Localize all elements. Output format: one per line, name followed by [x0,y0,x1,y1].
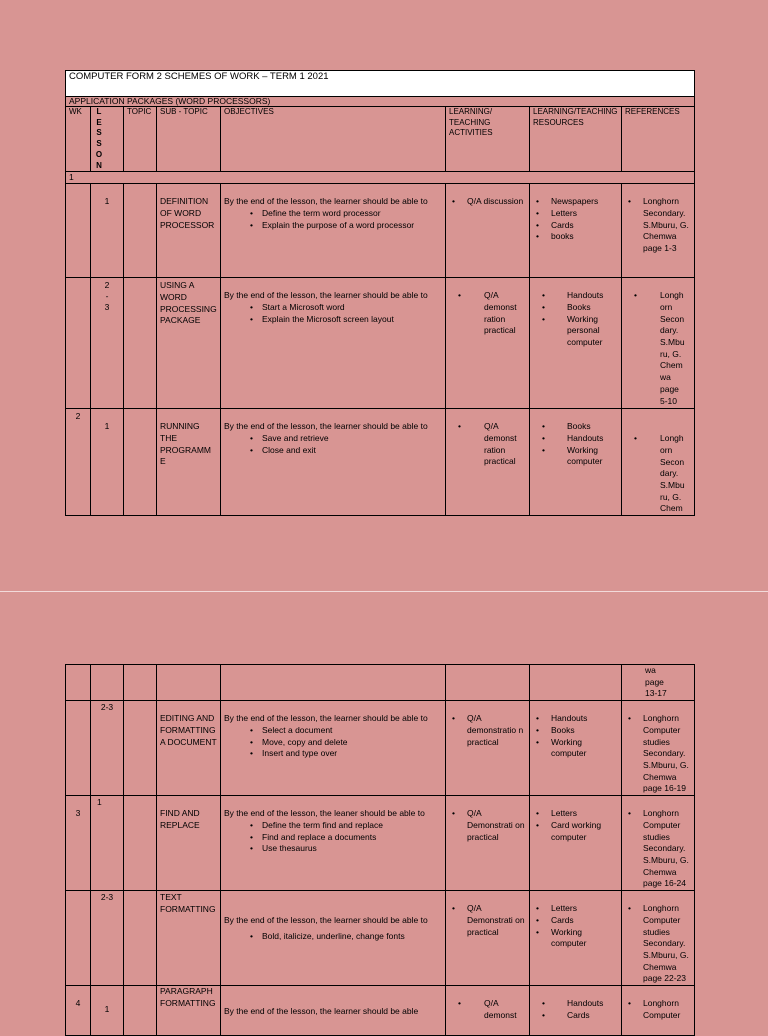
lesson-cell: 2-3 [91,701,124,796]
header-lesson: L E S S O N [91,107,124,172]
reference-item: • Longhorn Computer [625,998,691,1021]
subtopic-cell: USING A WORD PROCESSING PACKAGE [157,278,221,409]
wk-cell [66,701,91,796]
resource-item: • Handouts [533,290,618,302]
topic-cell [124,278,157,409]
subtopic-cell: TEXT FORMATTING [157,891,221,986]
table-row [66,891,695,986]
topic-cell [124,891,157,986]
resource-item: • Handouts [533,713,618,725]
objective-item: • Define the term word processor [224,208,442,220]
activity-item: • Q/A Demonstrati on practical [449,808,526,843]
resources-cell [530,986,622,1036]
table-row [66,986,695,1036]
table-row [66,184,695,278]
resource-item: • Books [533,302,618,314]
objective-intro: By the end of the lesson, the leaner should be able to [224,808,425,819]
wk-cell [66,184,91,278]
resource-item: • Letters [533,208,618,220]
header-topic: TOPIC [124,107,157,172]
objectives-cell [221,184,446,278]
resource-item: • Cards [533,1010,618,1022]
table-row [66,278,695,409]
objective-item: • Save and retrieve [224,433,442,445]
resource-item: • Working computer [533,927,618,950]
reference-item: • Longhorn Computer studies Secondary. S.Mburu, G. Chemwa page 16-19 [625,713,691,795]
resource-item: • Handouts [533,433,618,445]
references-cell [622,409,695,516]
activity-item: • Q/A Demonstrati on practical [449,903,526,938]
wk-cell: 3 [66,796,91,891]
activities-cell [446,701,530,796]
topic-cell [124,184,157,278]
table-row [66,665,695,701]
objective-item: • Select a document [224,725,442,737]
subtopic-cell: FIND AND REPLACE [157,796,221,891]
lesson-cell: 1 [91,184,124,278]
activities-cell [446,184,530,278]
reference-item: • Longhorn Secondary. S.Mburu, G. Chemwa page 1-3 [625,196,691,255]
header-references: REFERENCES [622,107,695,172]
objective-intro: By the end of the lesson, the learner should be able to [224,290,428,301]
document-subtitle: APPLICATION PACKAGES (WORD PROCESSORS) [66,97,695,107]
objective-item: • Explain the purpose of a word processor [224,220,442,232]
references-cell [622,986,695,1036]
header-wk: WK [66,107,91,172]
resources-cell [530,278,622,409]
wk-cell: 2 [66,409,91,516]
resource-item: • Handouts [533,998,618,1010]
header-resources: LEARNING/TEACHING RESOURCES [530,107,622,172]
resources-cell [530,701,622,796]
activities-cell [446,796,530,891]
references-cell [622,701,695,796]
references-cell [622,184,695,278]
table-row [66,701,695,796]
activity-item: • Q/A discussion [449,196,526,208]
subtopic-cell: DEFINITION OF WORD PROCESSOR [157,184,221,278]
page-divider [0,591,768,592]
wk-cell [66,278,91,409]
lesson-cell: 2-3 [91,891,124,986]
references-cell [622,891,695,986]
resource-item: • Cards [533,220,618,232]
objectives-cell [221,701,446,796]
references-cell [622,796,695,891]
week-1-label: 1 [66,172,695,184]
lesson-cell: 1 [91,409,124,516]
objective-item: • Close and exit [224,445,442,457]
reference-item: • Longh orn Secon dary. S.Mbu ru, G. Chem [625,433,688,515]
objective-item: • Find and replace a documents [224,832,442,844]
resource-item: • Letters [533,903,618,915]
topic-cell [124,701,157,796]
objective-item: • Insert and type over [224,748,442,760]
objective-item: • Use thesaurus [224,843,442,855]
objective-item: • Define the term find and replace [224,820,442,832]
activities-cell [446,891,530,986]
activity-item: • Q/A demonst ration practical [449,421,520,468]
schemes-of-work-table-page-1 [65,70,695,516]
activity-item: • Q/A demonst [449,998,520,1021]
resource-item: • Books [533,421,618,433]
activity-item: • Q/A demonst ration practical [449,290,520,337]
activities-cell [446,409,530,516]
objectives-cell [221,796,446,891]
objective-intro: By the end of the lesson, the learner should be able to [224,196,428,207]
topic-cell [124,409,157,516]
resource-item: • Letters [533,808,618,820]
objectives-cell [221,278,446,409]
lesson-cell: 2 - 3 [91,278,124,409]
objectives-cell [221,986,446,1036]
objective-intro: By the end of the lesson, the learner should be able [224,1006,419,1017]
activity-item: • Q/A demonstratio n practical [449,713,526,748]
reference-item: • Longhorn Computer studies Secondary. S.Mburu, G. Chemwa page 22-23 [625,903,691,985]
header-subtopic: SUB - TOPIC [157,107,221,172]
topic-cell [124,986,157,1036]
objective-item: • Move, copy and delete [224,737,442,749]
activities-cell [446,986,530,1036]
objective-item: • Start a Microsoft word [224,302,442,314]
header-activities: LEARNING/ TEACHING ACTIVITIES [446,107,530,172]
resources-cell [530,409,622,516]
references-cell [622,278,695,409]
wk-cell: 4 [66,986,91,1036]
reference-item: • Longhorn Computer studies Secondary. S.Mburu, G. Chemwa page 16-24 [625,808,691,890]
subtopic-cell: PARAGRAPH FORMATTING [157,986,221,1036]
activities-cell [446,278,530,409]
resource-item: • Working computer [533,445,613,468]
objectives-cell [221,409,446,516]
reference-item: • Longh orn Secon dary. S.Mbu ru, G. Chem wa page 5-10 [625,290,688,407]
resource-item: • Working computer [533,737,618,760]
resource-item: • Card working computer [533,820,618,843]
schemes-of-work-table-page-2 [65,664,695,1036]
objective-intro: By the end of the lesson, the learner should be able to [224,421,428,432]
header-objectives: OBJECTIVES [221,107,446,172]
objective-intro: By the end of the lesson, the learner should be able to [224,713,428,724]
table-row [66,409,695,516]
resources-cell [530,891,622,986]
resource-item: • books [533,231,618,243]
lesson-cell: 1 [91,986,124,1036]
references-continuation: wa page 13-17 [622,665,695,701]
lesson-cell: 1 [91,796,124,891]
objective-intro: By the end of the lesson, the learner should be able to [224,915,428,926]
resource-item: • Books [533,725,618,737]
resource-item: • Cards [533,915,618,927]
subtopic-cell: RUNNING THE PROGRAMM E [157,409,221,516]
table-row [66,796,695,891]
resources-cell [530,796,622,891]
resources-cell [530,184,622,278]
resource-item: • Working personal computer [533,314,613,349]
subtopic-cell: EDITING AND FORMATTING A DOCUMENT [157,701,221,796]
objectives-cell [221,891,446,986]
wk-cell [66,891,91,986]
document-title: COMPUTER FORM 2 SCHEMES OF WORK – TERM 1 2021 [66,71,695,97]
objective-item: • Bold, italicize, underline, change fonts [224,931,442,943]
objective-item: • Explain the Microsoft screen layout [224,314,442,326]
resource-item: • Newspapers [533,196,618,208]
topic-cell [124,796,157,891]
